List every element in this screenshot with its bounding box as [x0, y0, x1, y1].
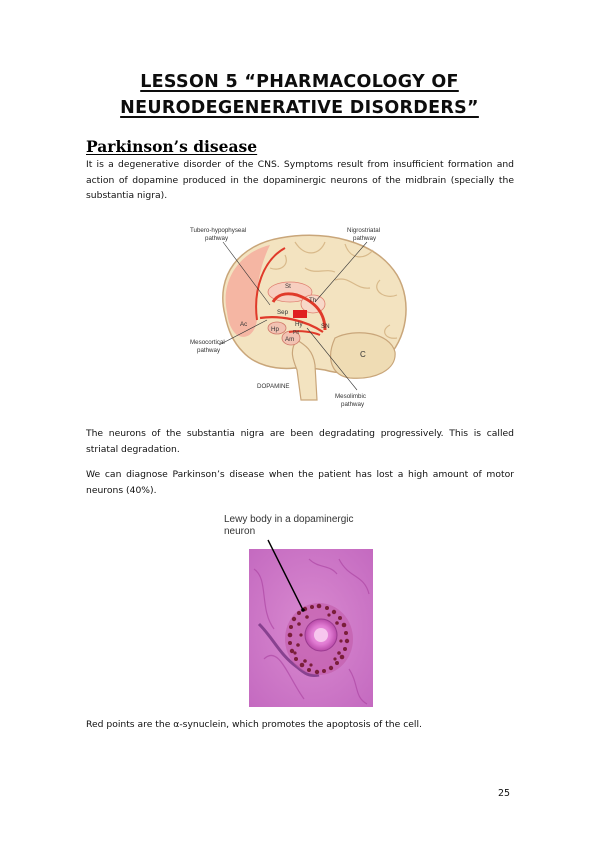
- paragraph-alpha-synuclein: Red points are the α-synuclein, which promotes the apoptosis of the cell.: [86, 719, 422, 730]
- paragraph-diagnosis: We can diagnose Parkinson’s disease when the patient has lost a high amount of motor neurons (40%).: [86, 469, 514, 496]
- lesson-title: [0, 69, 599, 121]
- label-st: St: [285, 283, 291, 290]
- lesson-title-line2: NEURODEGENERATIVE DISORDERS”: [120, 98, 479, 118]
- lewy-body-core: [314, 628, 328, 642]
- label-am: Am: [285, 336, 295, 343]
- label-c: C: [360, 350, 366, 359]
- label-meso-cort-1: Mesocortical: [190, 339, 225, 346]
- label-meso-limb-1: Mesolimbic: [335, 393, 366, 400]
- lesson-title-line1: LESSON 5 “PHARMACOLOGY OF: [140, 72, 459, 92]
- section-heading: Parkinson’s disease: [86, 137, 258, 156]
- brain-dopamine-pathways-figure: [185, 220, 415, 415]
- label-nigro-2: pathway: [353, 235, 377, 242]
- vta-sn-block: [293, 310, 307, 318]
- label-tubero-1: Tubero-hypophyseal: [190, 227, 247, 234]
- lewy-body-histology-image: [249, 549, 373, 707]
- label-tubero-2: pathway: [205, 235, 229, 242]
- label-hp: Hp: [271, 326, 279, 333]
- lewy-body-label: [224, 514, 384, 538]
- page-number: 25: [498, 788, 511, 799]
- label-dopamine: DOPAMINE: [257, 383, 290, 390]
- label-meso-limb-2: pathway: [341, 401, 365, 408]
- label-nigro-1: Nigrostriatal: [347, 227, 381, 234]
- label-hy: Hy: [295, 321, 303, 328]
- lewy-body-label-line2: neuron: [224, 526, 256, 537]
- paragraph-striatal-degradation: The neurons of the substantia nigra are been degradating progressively. This is called striatal degradation.: [86, 428, 514, 455]
- label-sn: SN: [321, 323, 330, 330]
- label-th: Th: [309, 297, 317, 304]
- lewy-body-label-line1: Lewy body in a dopaminergic: [224, 514, 354, 525]
- label-meso-cort-2: pathway: [197, 347, 221, 354]
- label-ac: Ac: [240, 321, 248, 328]
- label-pit: Pit: [293, 330, 299, 336]
- label-sep: Sep: [277, 309, 289, 316]
- paragraph-definition: It is a degenerative disorder of the CNS. Symptoms result from insufficient formation and action of dopamine produced in the dopaminergic neurons of the midbrain (specially the substantia nigra).: [86, 159, 514, 201]
